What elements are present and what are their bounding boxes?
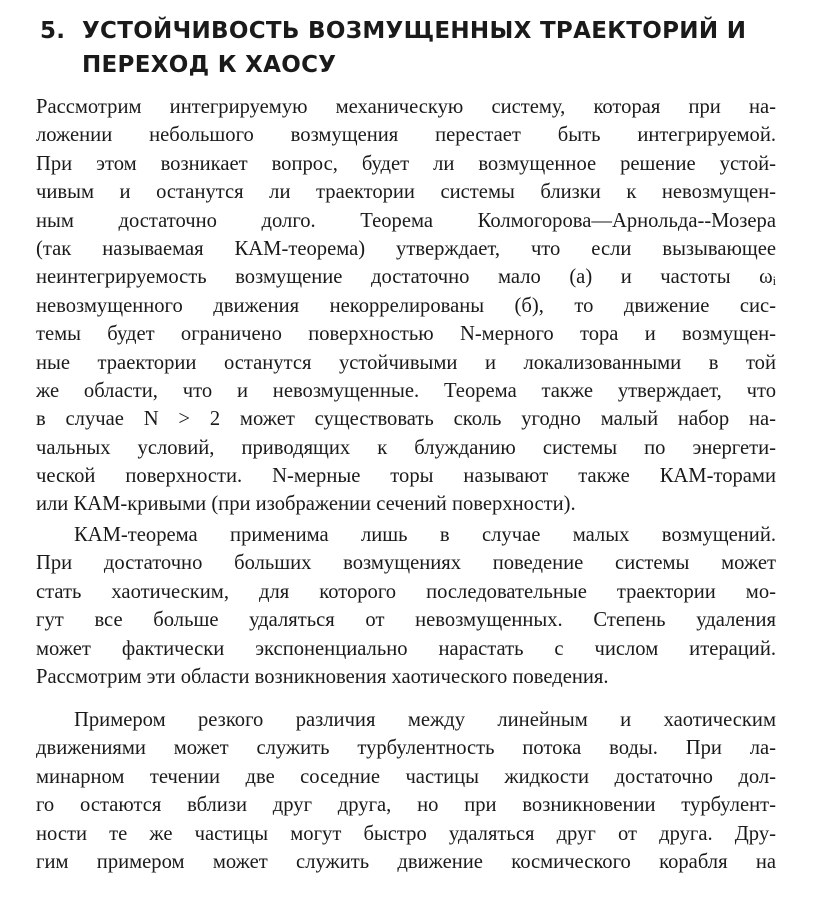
text-line: При достаточно больших возмущениях поведение системы может	[36, 552, 776, 575]
text-line: ным достаточно долго. Теорема Колмогорова—Арнольда--Мозера	[36, 209, 776, 232]
text-line: ности те же частицы могут быстро удаляться друг от друга. Дру-	[36, 822, 776, 845]
text-line: невозмущенного движения некоррелированы (б), то движение сис-	[36, 294, 776, 317]
text-line: минарном течении две соседние частицы жидкости достаточно дол-	[36, 765, 776, 788]
heading-line-1	[40, 14, 780, 48]
text-line: же области, что и невозмущенные. Теорема также утверждает, что	[36, 379, 776, 402]
text-line: ческой поверхности. N-мерные торы называют также КАМ-торами	[36, 465, 776, 488]
text-line: стать хаотическим, для которого последовательные траектории мо-	[36, 580, 776, 603]
paragraph-1	[36, 93, 776, 519]
text-line: в случае N > 2 может существовать сколь угодно малый набор на-	[36, 408, 776, 431]
text-line: При этом возникает вопрос, будет ли возмущенное решение устой-	[36, 152, 776, 175]
text-line: неинтегрируемость возмущение достаточно мало (а) и частоты ωᵢ	[36, 266, 776, 289]
paragraph-2	[36, 521, 776, 691]
text-line: Рассмотрим эти области возникновения хаотического поведения.	[36, 665, 609, 688]
text-line: Рассмотрим интегрируемую механическую систему, которая при на-	[36, 96, 776, 118]
section-number: 5.	[40, 18, 66, 44]
section-title-line-2: ПЕРЕХОД К ХАОСУ	[82, 52, 337, 78]
text-line: ные траектории останутся устойчивыми и локализованными в той	[36, 351, 776, 374]
text-line: чивым и останутся ли траектории системы близки к невозмущен-	[36, 181, 776, 204]
text-line: может фактически экспоненциально нарастать с числом итераций.	[36, 637, 776, 660]
text-line: ложении небольшого возмущения перестает быть интегрируемой.	[36, 124, 776, 147]
text-line: темы будет ограничено поверхностью N-мерного тора и возмущен-	[36, 323, 776, 346]
section-heading	[40, 14, 780, 82]
text-line: (так называемая КАМ-теорема) утверждает, что если вызывающее	[36, 237, 776, 260]
text-line: Примером резкого различия между линейным и хаотическим	[74, 709, 776, 731]
text-line: чальных условий, приводящих к блужданию системы по энергети-	[36, 436, 776, 459]
text-line: го остаются вблизи друг друга, но при возникновении турбулент-	[36, 794, 776, 817]
text-line: движениями может служить турбулентность потока воды. При ла-	[36, 737, 776, 760]
text-line: или КАМ-кривыми (при изображении сечений поверхности).	[36, 493, 576, 516]
text-line: КАМ-теорема применима лишь в случае малых возмущений.	[74, 524, 776, 546]
paragraph-3	[36, 706, 776, 876]
text-line: гим примером может служить движение космического корабля на	[36, 850, 776, 873]
section-title-line-1: УСТОЙЧИВОСТЬ ВОЗМУЩЕННЫХ ТРАЕКТОРИЙ И	[82, 18, 747, 44]
text-line: гут все больше удаляться от невозмущенных. Степень удаления	[36, 609, 776, 632]
